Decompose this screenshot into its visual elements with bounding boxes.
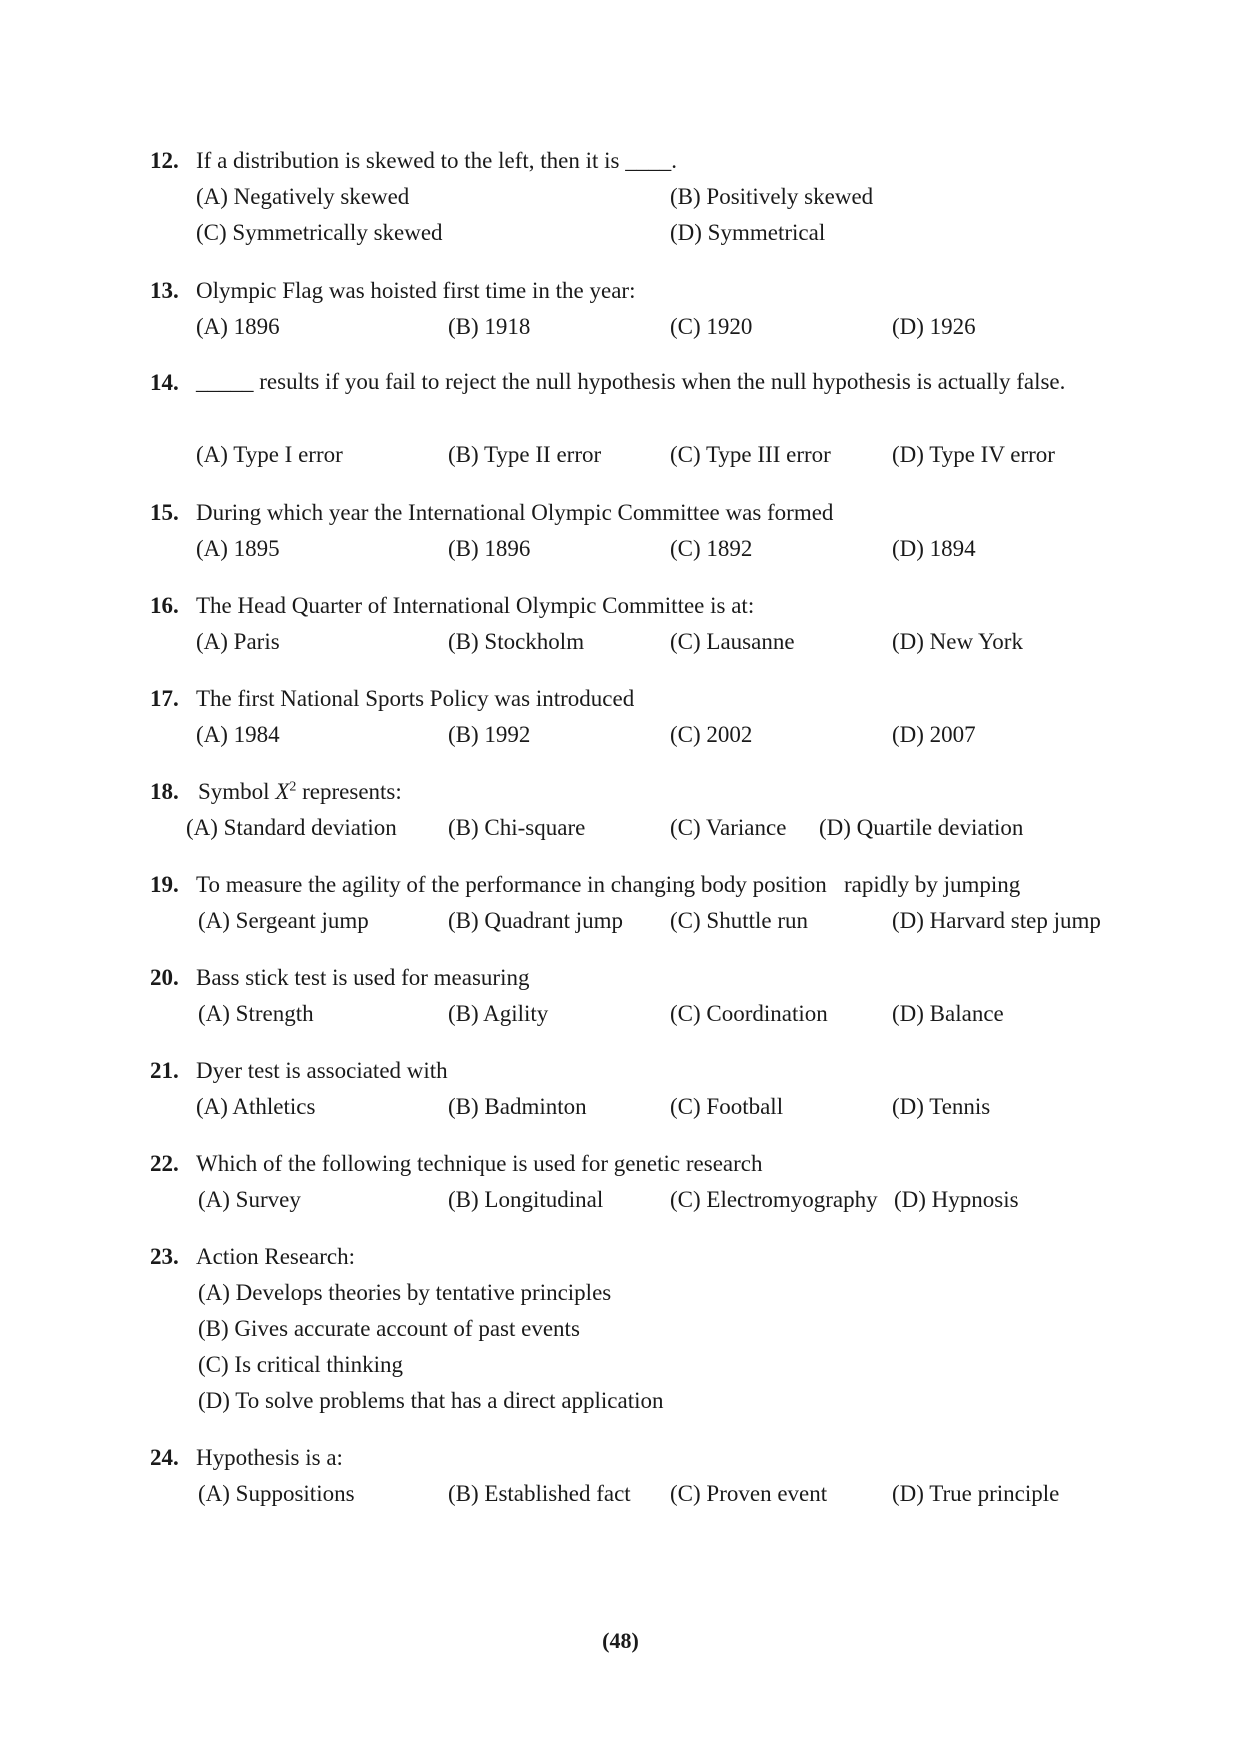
question-text: Olympic Flag was hoisted first time in the year: [196,278,636,303]
question-text: Bass stick test is used for measuring [196,965,530,990]
option-b: (B) Stockholm [448,629,585,654]
option-d: (D) Balance [892,1001,1004,1026]
option-d: (D) True principle [892,1481,1060,1506]
question-text: Dyer test is associated with [196,1058,448,1083]
option-c: (C) 2002 [670,722,753,747]
question-number: 18. [150,779,179,804]
question-number: 22. [150,1151,179,1176]
options-row [198,1187,1158,1217]
option-d: (D) Symmetrical [670,220,826,245]
option-a: (A) Type I error [196,442,343,467]
option-d: (D) Tennis [892,1094,991,1119]
options-list [198,1280,664,1424]
options-row [196,220,1156,250]
option-a: (A) Negatively skewed [196,184,410,209]
question-text: Action Research: [196,1244,356,1269]
options-row [198,1001,1158,1031]
question-text: If a distribution is skewed to the left, then it is ____. [196,148,678,173]
option-c: (C) Variance [670,815,787,840]
question-text: _____ results if you fail to reject the null hypothesis when the null hypothesis is actually false. [196,369,1066,394]
option-b: (B) Positively skewed [670,184,874,209]
options-row [196,1094,1156,1124]
option-d: (D) Harvard step jump [892,908,1101,933]
option-b: (B) Longitudinal [448,1187,604,1212]
question-text-before: Symbol [198,779,270,804]
option-a: (A) 1896 [196,314,280,339]
option-a: (A) 1895 [196,536,280,561]
options-row [186,815,1146,845]
option-c: (C) Is critical thinking [198,1352,404,1377]
option-c: (C) Lausanne [670,629,795,654]
question-text [198,779,402,805]
page-number: (48) [602,1628,639,1653]
option-b: (B) Type II error [448,442,602,467]
question-text: Hypothesis is a: [196,1445,343,1470]
option-d: (D) New York [892,629,1023,654]
option-a: (A) 1984 [196,722,280,747]
option-a: (A) Paris [196,629,280,654]
question-number: 17. [150,686,179,711]
question-text: The first National Sports Policy was introduced [196,686,635,711]
option-b: (B) Gives accurate account of past events [198,1316,580,1341]
options-row [196,722,1156,752]
option-a: (A) Standard deviation [186,815,397,840]
question-number: 16. [150,593,179,618]
option-c: (C) 1892 [670,536,753,561]
option-b: (B) Quadrant jump [448,908,624,933]
option-d: (D) To solve problems that has a direct application [198,1388,664,1413]
question-text: During which year the International Olympic Committee was formed [196,500,834,525]
options-row [196,314,1156,344]
question-text: The Head Quarter of International Olympic Committee is at: [196,593,755,618]
option-a: (A) Sergeant jump [198,908,369,933]
question-number: 20. [150,965,179,990]
option-c: (C) Coordination [670,1001,828,1026]
option-b: (B) 1896 [448,536,531,561]
question-text-after: represents: [302,779,402,804]
option-d: (D) 1926 [892,314,976,339]
options-row [196,184,1156,214]
option-d: (D) 2007 [892,722,976,747]
question-number: 24. [150,1445,179,1470]
option-b: (B) Chi-square [448,815,586,840]
option-d: (D) Hypnosis [894,1187,1019,1212]
option-c: (C) 1920 [670,314,753,339]
options-row [196,536,1156,566]
option-d: (D) Quartile deviation [819,815,1024,840]
options-row [198,908,1158,938]
option-d: (D) Type IV error [892,442,1055,467]
option-a: (A) Survey [198,1187,301,1212]
option-a: (A) Suppositions [198,1481,355,1506]
option-c: (C) Proven event [670,1481,828,1506]
option-b: (B) 1918 [448,314,531,339]
option-a: (A) Athletics [196,1094,316,1119]
option-b: (B) Badminton [448,1094,587,1119]
options-row [196,629,1156,659]
question-number: 19. [150,872,179,897]
option-c: (C) Shuttle run [670,908,808,933]
question-number: 15. [150,500,179,525]
option-a: (A) Strength [198,1001,314,1026]
options-row [196,442,1156,472]
option-c: (C) Type III error [670,442,831,467]
question-number: 21. [150,1058,179,1083]
option-b: (B) 1992 [448,722,531,747]
question-number: 14. [150,370,179,395]
question-number: 12. [150,148,179,173]
option-c: (C) Symmetrically skewed [196,220,443,245]
question-text: Which of the following technique is used for genetic research [196,1151,763,1176]
option-c: (C) Electromyography [670,1187,878,1212]
option-d: (D) 1894 [892,536,976,561]
chi-symbol: X [275,779,290,804]
superscript: 2 [289,779,297,795]
option-b: (B) Established fact [448,1481,631,1506]
option-c: (C) Football [670,1094,784,1119]
options-row [198,1481,1158,1511]
option-a: (A) Develops theories by tentative principles [198,1280,612,1305]
question-number: 23. [150,1244,179,1269]
question-text: To measure the agility of the performance in changing body position rapidly by jumping [196,872,1021,897]
question-number: 13. [150,278,179,303]
option-b: (B) Agility [448,1001,549,1026]
